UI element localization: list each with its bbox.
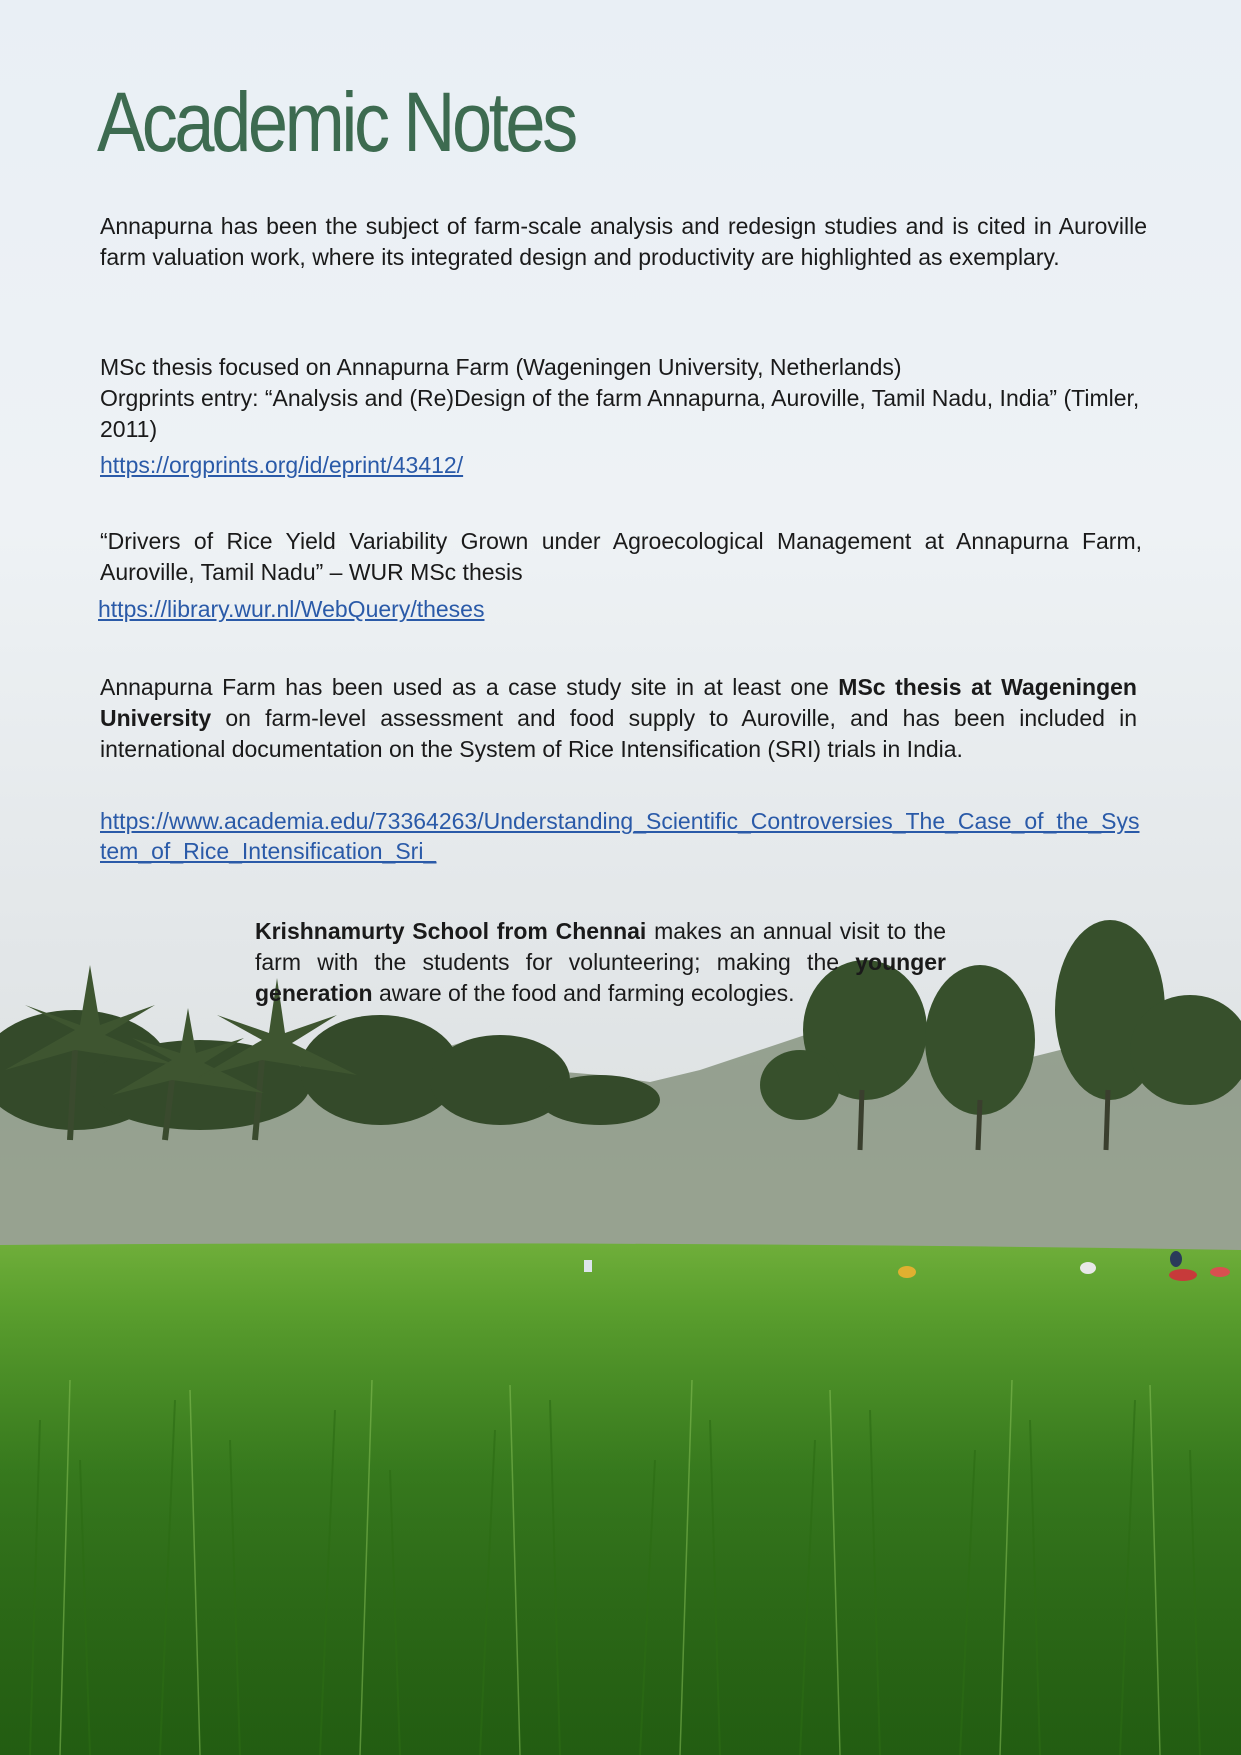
thesis2-link[interactable]: https://library.wur.nl/WebQuery/theses: [98, 596, 485, 622]
thesis1-section: [100, 352, 1147, 445]
thesis1-line2: Orgprints entry: “Analysis and (Re)Design of the farm Annapurna, Auroville, Tamil Nadu, India” (Timler, 2011): [100, 385, 1140, 442]
case-study-link[interactable]: https://www.academia.edu/73364263/Understanding_Scientific_Controversies_The_Case_of_the_System_of_Rice_Intensification_Sri_: [100, 808, 1140, 864]
school-highlight: younger generation: [255, 949, 946, 1006]
school-text-mid: makes an annual visit to the farm with the students for volunteering; making the: [255, 918, 946, 975]
case-study-highlight: MSc thesis at Wageningen University: [100, 674, 1137, 731]
page-title: Academic Notes: [97, 75, 575, 169]
school-paragraph: [255, 916, 946, 1009]
case-study-paragraph: [100, 672, 1137, 765]
school-text-post: aware of the food and farming ecologies.: [372, 980, 795, 1006]
case-study-text-post: on farm-level assessment and food supply to Auroville, and has been included in international documentation on the System of Rice Intensification (SRI) trials in India.: [100, 705, 1137, 762]
thesis1-line1: MSc thesis focused on Annapurna Farm (Wageningen University, Netherlands): [100, 354, 902, 380]
intro-paragraph: Annapurna has been the subject of farm-scale analysis and redesign studies and is cited in Auroville farm valuation work, where its integrated design and productivity are highlighted as exemplary.: [100, 213, 1147, 270]
thesis2-paragraph: “Drivers of Rice Yield Variability Grown under Agroecological Management at Annapurna Farm, Auroville, Tamil Nadu” – WUR MSc thesis: [100, 528, 1142, 585]
case-study-text-pre: Annapurna Farm has been used as a case study site in at least one: [100, 674, 839, 700]
thesis1-link[interactable]: https://orgprints.org/id/eprint/43412/: [100, 452, 464, 478]
school-name: Krishnamurty School from Chennai: [255, 918, 647, 944]
